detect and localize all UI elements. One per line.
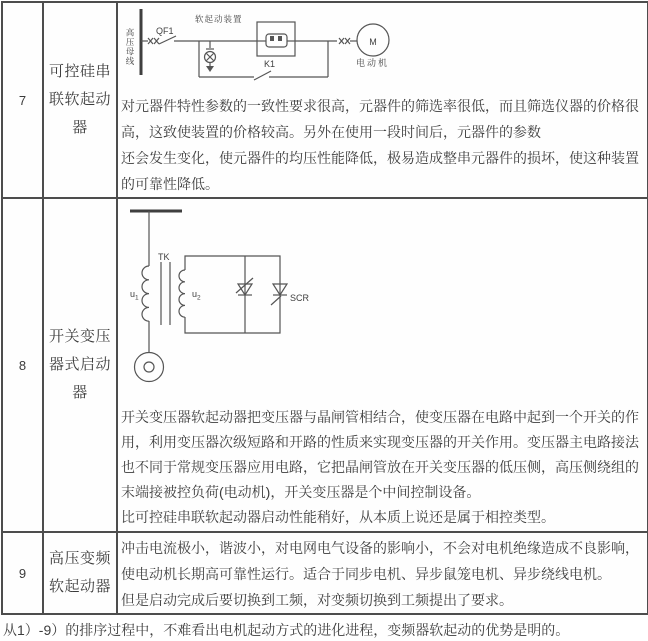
motor-label: 电动机 <box>356 58 390 68</box>
scr-symbol <box>271 284 287 305</box>
thyristor-series-circuit-diagram <box>118 3 647 93</box>
arrester-symbol <box>205 41 216 72</box>
motor-breaker-marks <box>339 38 350 44</box>
switch-transformer-circuit-diagram <box>118 199 647 405</box>
row9-number-cell <box>3 533 44 613</box>
text-line: 也不同于常规变压器应用电路，它把晶闸管放在开关变压器的低压侧，高压侧绕组的 <box>121 459 639 475</box>
breaker-label: QF1 <box>156 26 174 36</box>
primary-winding <box>142 266 149 321</box>
row9-content-cell <box>118 533 647 613</box>
device-label: 软起动装置 <box>195 14 243 24</box>
row7-description <box>118 93 647 197</box>
breaker-contact-marks <box>148 38 159 44</box>
breaker-blade <box>159 36 176 44</box>
text-line: 开关变压器软起动器把变压器与晶闸管相结合，使变压器在电路中起到一个开关的作 <box>121 409 639 425</box>
soft-starter-box <box>257 22 295 56</box>
bypass-switch-blade <box>254 71 271 80</box>
bypass-label: K1 <box>264 59 276 69</box>
starter-name: 开关变压器式启动器 <box>48 328 111 401</box>
row8-number-cell <box>3 199 44 533</box>
transformer-label: TK <box>158 252 170 262</box>
text-line: 的可靠性降低。 <box>121 176 219 192</box>
starter-comparison-table <box>1 1 648 615</box>
row8-content-cell <box>118 199 647 533</box>
row7-number-cell <box>3 3 44 199</box>
scr-label: SCR <box>290 293 310 303</box>
motor-letter: M <box>369 37 377 47</box>
text-line: 对元器件特性参数的一致性要求很高，元器件的筛选率很低，而且筛选仪器的价格很 <box>121 98 639 114</box>
row-number: 7 <box>18 92 27 108</box>
starter-name: 可控硅串联软起动器 <box>48 63 111 136</box>
text-line: 还会发生变化，使元器件的均压性能降低，极易造成整串元器件的损坏，使这种装置 <box>121 150 639 166</box>
row8-description <box>118 405 647 530</box>
text-line: 用，利用变压器次级短路和开路的性质来实现变压器的开关作用。变压器主电路接法 <box>121 434 639 450</box>
text-line: 使电动机长期高可靠性运行。适合于同步电机、异步鼠笼电机、异步绕线电机。 <box>121 566 611 582</box>
row-number: 8 <box>18 357 27 373</box>
starter-name: 高压变频软起动器 <box>48 550 111 595</box>
primary-voltage-label: $u_1$ <box>130 289 139 302</box>
text-line: 但是启动完成后要切换到工频，对变频切换到工频提出了要求。 <box>121 592 513 608</box>
row8-name-cell <box>44 199 118 533</box>
text-line: 比可控硅串联软起动器启动性能稍好，从本质上说还是属于相控类型。 <box>121 509 555 525</box>
motor-symbol <box>357 24 389 56</box>
text-line: 高，这致使装置的价格较高。另外在使用一段时间后，元器件的参数 <box>121 124 541 140</box>
row9-description <box>118 533 647 613</box>
row7-name-cell <box>44 3 118 199</box>
circuit-svg-8 <box>118 199 643 405</box>
machine-symbol <box>135 353 164 382</box>
secondary-winding <box>179 270 185 317</box>
secondary-voltage-label: $u_2$ <box>192 289 201 302</box>
text-line: 冲击电流极小，谐波小，对电网电气设备的影响小，不会对电机绝缘造成不良影响， <box>121 540 639 556</box>
circuit-svg-7 <box>118 3 643 93</box>
row9-name-cell <box>44 533 118 613</box>
hv-bus-label: 高压母线 <box>125 28 135 66</box>
text-line: 末端接被控负荷(电动机)，开关变压器是个中间控制设备。 <box>121 484 481 500</box>
row-number: 9 <box>18 565 27 581</box>
row7-content-cell <box>118 3 647 199</box>
summary-note: 从1）-9）的排序过程中，不难看出电机起动方式的进化进程，变频器软起动的优势是明的。 <box>3 622 570 638</box>
